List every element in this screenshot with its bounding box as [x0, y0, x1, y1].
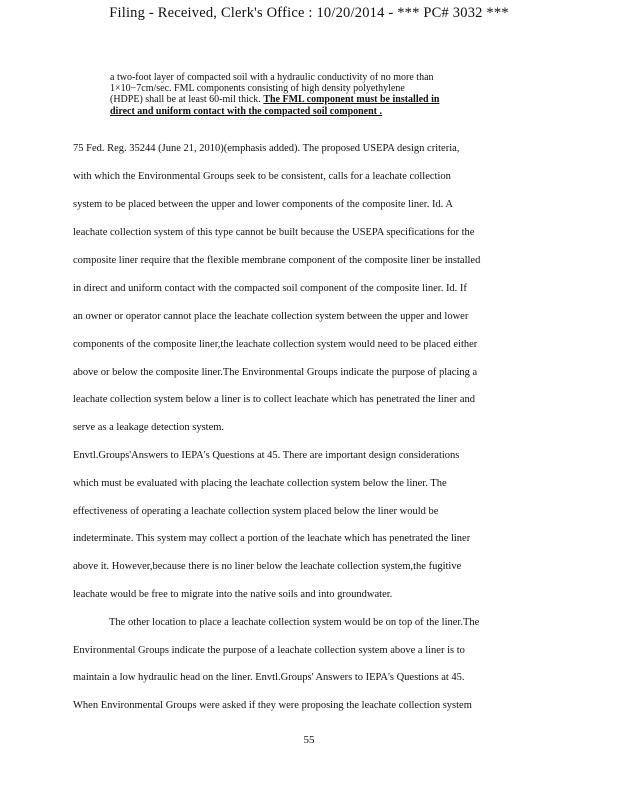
body-line: leachate collection system below a liner is to collect leachate which has penetrated the liner and: [73, 394, 476, 405]
quote-line-4: [110, 106, 510, 117]
body-line: leachate would be free to migrate into the native soils and into groundwater.: [73, 589, 393, 600]
body-line: maintain a low hydraulic head on the liner. Envtl.Groups' Answers to IEPA's Questions at 45.: [73, 672, 465, 683]
body-line: with which the Environmental Groups seek to be consistent, calls for a leachate collection: [73, 171, 451, 182]
body-line: system to be placed between the upper and lower components of the composite liner. Id. A: [73, 199, 453, 210]
body-line: which must be evaluated with placing the leachate collection system below the liner. The: [73, 478, 447, 489]
quote-line-3: [110, 94, 510, 105]
body-line: above or below the composite liner.The Environmental Groups indicate the purpose of placing a: [73, 367, 478, 378]
body-line: serve as a leakage detection system.: [73, 422, 225, 433]
body-line: leachate collection system of this type cannot be built because the USEPA specifications for the: [73, 227, 475, 238]
page-number: 55: [303, 734, 315, 746]
body-line: Environmental Groups indicate the purpose of a leachate collection system above a liner is to: [73, 645, 465, 656]
block-quote: [110, 72, 510, 117]
body-line: When Environmental Groups were asked if they were proposing the leachate collection system: [73, 700, 472, 711]
quote-line-2: 1×10−7cm/sec. FML components consisting of high density polyethylene: [110, 83, 405, 95]
body-line: above it. However,because there is no liner below the leachate collection system,the fugitive: [73, 561, 462, 572]
filing-header: Filing - Received, Clerk's Office : 10/20/2014 - *** PC# 3032 ***: [109, 5, 509, 21]
body-line: 75 Fed. Reg. 35244 (June 21, 2010)(emphasis added). The proposed USEPA design criteria,: [73, 143, 460, 154]
quote-emphasis-1: The FML component must be installed in: [263, 94, 440, 106]
body-line: components of the composite liner,the leachate collection system would need to be placed either: [73, 339, 478, 350]
quote-line-3-plain: (HDPE) shall be at least 60-mil thick.: [110, 94, 264, 106]
body-line: an owner or operator cannot place the leachate collection system between the upper and lower: [73, 311, 469, 322]
body-line: effectiveness of operating a leachate collection system placed below the liner would be: [73, 506, 439, 517]
body-line: in direct and uniform contact with the compacted soil component of the composite liner. Id. If: [73, 283, 467, 294]
body-line: indeterminate. This system may collect a portion of the leachate which has penetrated the liner: [73, 533, 471, 544]
quote-emphasis-2: direct and uniform contact with the compacted soil component .: [110, 105, 383, 117]
body-line: The other location to place a leachate collection system would be on top of the liner.The: [109, 617, 480, 628]
quote-line-1: a two-foot layer of compacted soil with a hydraulic conductivity of no more than: [110, 72, 434, 83]
body-line: Envtl.Groups'Answers to IEPA's Questions at 45. There are important design considerations: [73, 450, 460, 461]
body-line: composite liner require that the flexible membrane component of the composite liner be installed: [73, 255, 481, 266]
